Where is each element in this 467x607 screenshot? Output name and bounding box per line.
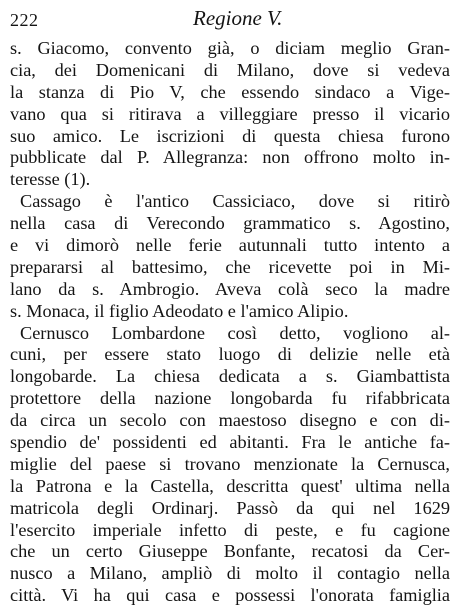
- text-line: la Patrona e la Castella, descritta quest' ultima nella: [10, 475, 450, 496]
- text-line: Cassago è l'antico Cassiciaco, dove si ritirò: [20, 191, 450, 212]
- text-line: prepararsi al battesimo, che ricevette poi in Mi-: [10, 256, 450, 277]
- text-line: lano da s. Ambrogio. Aveva colà seco la madre: [10, 278, 450, 299]
- page-header: [10, 4, 450, 34]
- text-line: cuni, per essere stato luogo di delizie nelle età: [10, 344, 450, 365]
- text-line: nella casa di Verecondo grammatico s. Agostino,: [10, 213, 450, 234]
- page-number: 222: [10, 10, 39, 30]
- text-line: città. Vi ha qui casa e possessi l'onorata famiglia: [10, 585, 450, 606]
- text-line: s. Monaca, il figlio Adeodato e l'amico Alipio.: [10, 300, 349, 321]
- text-line: l'esercito imperiale infetto di peste, e fu cagione: [10, 519, 450, 540]
- running-title: Regione V.: [193, 6, 283, 30]
- text-line: longobarde. La chiesa dedicata a s. Giambattista: [10, 366, 450, 387]
- text-line: cia, dei Domenicani di Milano, dove si vedeva: [10, 59, 450, 80]
- body-text: [10, 38, 450, 607]
- text-line: che un certo Giuseppe Bonfante, recatosi da Cer-: [10, 541, 450, 562]
- text-line: pubblicate dal P. Allegranza: non offrono molto in-: [10, 147, 450, 168]
- text-line: da circa un secolo con maestoso disegno e con di-: [10, 410, 450, 431]
- text-line: miglie del paese si trovano menzionate la Cernusca,: [10, 453, 450, 474]
- text-line: teresse (1).: [10, 169, 91, 190]
- text-line: e vi dimorò nelle ferie autunnali tutto intento a: [10, 235, 450, 256]
- text-line: spendio de' possidenti ed abitanti. Fra le antiche fa-: [10, 432, 450, 453]
- text-line: protettore della nazione longobarda fu rifabbricata: [10, 388, 450, 409]
- text-line: Cernusco Lombardone così detto, vogliono al-: [20, 322, 450, 343]
- text-line: vano qua si ritirava a villeggiare presso il vicario: [10, 103, 450, 124]
- text-line: suo amico. Le iscrizioni di questa chiesa furono: [10, 125, 450, 146]
- text-line: s. Giacomo, convento già, o diciam meglio Gran-: [10, 38, 450, 58]
- text-line: nusco a Milano, ampliò di molto il contagio nella: [10, 563, 450, 584]
- text-line: matricola degli Ordinarj. Passò da qui nel 1629: [10, 497, 450, 518]
- text-line: la stanza di Pio V, che essendo sindaco a Vige-: [10, 81, 450, 102]
